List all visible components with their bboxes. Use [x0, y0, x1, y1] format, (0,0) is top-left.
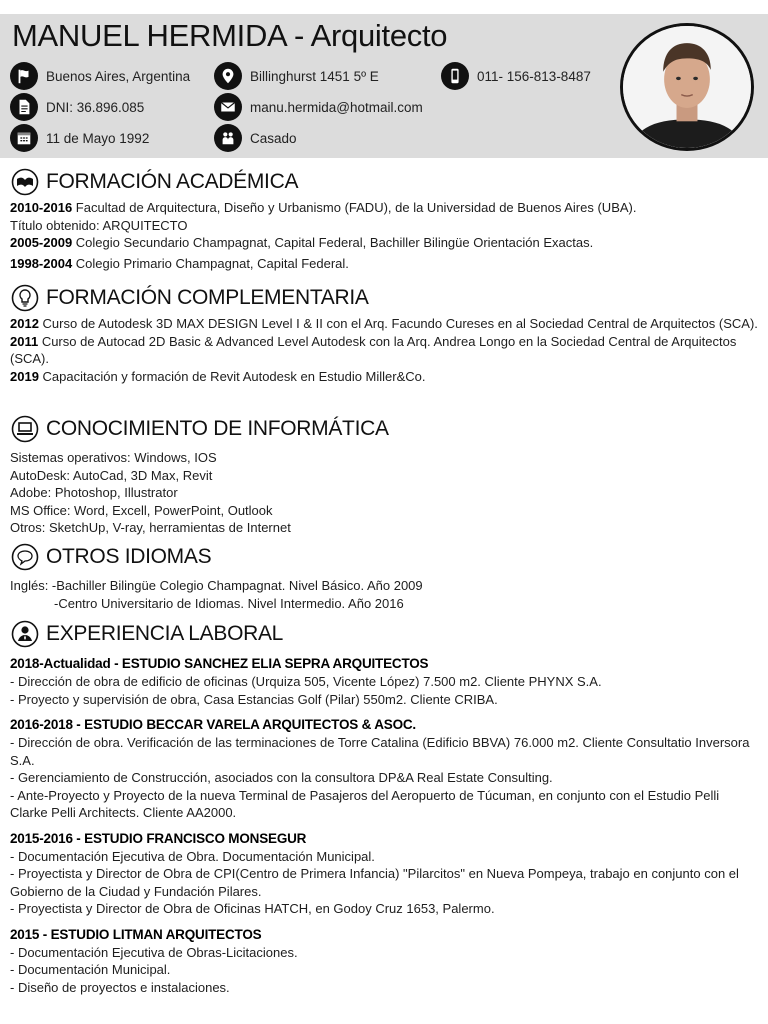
contact-marital-status	[214, 124, 297, 152]
list-item: 2011 Curso de Autocad 2D Basic & Advanced Level Autodesk con la Arq. Andrea Longo en la Sociedad Central de Arquitectos (SCA).	[10, 333, 737, 366]
list-item: 2012 Curso de Autodesk 3D MAX DESIGN Level I & II con el Arq. Facundo Cureses en al Sociedad Central de Arquitectos (SCA).	[10, 316, 758, 331]
contact-email	[214, 93, 423, 121]
list-item: - Proyectista y Director de Obra de Oficinas HATCH, en Godoy Cruz 1653, Palermo.	[10, 901, 495, 916]
list-item: - Proyectista y Director de Obra de CPI(Centro de Primera Infancia) "Pilarcitos" en Nueva Pompeya, trabajo en conjunto con el Gobierno de la Ciudad y Fundación Pilares.	[10, 866, 739, 899]
list-item: Inglés: -Bachiller Bilingüe Colegio Champagnat. Nivel Básico. Año 2009	[10, 578, 423, 593]
job-entry	[10, 716, 760, 822]
list-item: Adobe: Photoshop, Illustrator	[10, 485, 178, 500]
contact-text: manu.hermida@hotmail.com	[250, 99, 423, 115]
list-item: - Dirección de obra. Verificación de las terminaciones de Torre Catalina (Edificio BBVA) 76.000 m2. Cliente Consultatio Inversora S.A.	[10, 735, 750, 768]
contact-dni	[10, 93, 144, 121]
businessman-icon	[10, 620, 40, 648]
contact-text: Billinghurst 1451 5º E	[250, 68, 379, 84]
contact-location	[10, 62, 190, 90]
list-item: - Documentación Municipal.	[10, 962, 171, 977]
job-heading: 2015 - ESTUDIO LITMAN ARQUITECTOS	[10, 926, 262, 942]
profile-photo	[620, 23, 754, 151]
list-item: - Documentación Ejecutiva de Obras-Licitaciones.	[10, 944, 298, 960]
flag-icon	[10, 62, 38, 90]
list-item: Sistemas operativos: Windows, IOS	[10, 450, 217, 465]
contact-text: DNI: 36.896.085	[46, 99, 145, 115]
section-experiencia	[10, 620, 760, 996]
contact-birthdate	[10, 124, 149, 152]
contact-address	[214, 62, 379, 90]
list-item: - Gerenciamiento de Construcción, asociados con la consultora DP&A Real Estate Consulting.	[10, 770, 553, 785]
lightbulb-icon	[10, 284, 40, 312]
couple-icon	[214, 124, 242, 152]
book-icon	[10, 168, 40, 196]
job-entry	[10, 926, 760, 997]
speech-bubble-icon	[10, 543, 40, 571]
laptop-icon	[10, 415, 40, 443]
section-formacion-academica	[10, 168, 760, 272]
contact-phone	[441, 62, 591, 90]
section-idiomas	[10, 543, 760, 612]
page-title: MANUEL HERMIDA - Arquitecto	[12, 18, 448, 53]
job-heading: 2018-Actualidad - ESTUDIO SANCHEZ ELIA SEPRA ARQUITECTOS	[10, 656, 429, 671]
list-item: Otros: SketchUp, V-ray, herramientas de Internet	[10, 520, 291, 535]
section-title: FORMACIÓN COMPLEMENTARIA	[46, 286, 369, 309]
list-item: 2005-2009 Colegio Secundario Champagnat, Capital Federal, Bachiller Bilingüe Orientación Exactas.	[10, 235, 594, 250]
mobile-phone-icon	[441, 62, 469, 90]
contact-text: 11 de Mayo 1992	[46, 130, 150, 146]
header-band	[0, 14, 768, 158]
list-item: AutoDesk: AutoCad, 3D Max, Revit	[10, 467, 213, 483]
job-entry	[10, 830, 760, 918]
document-icon	[10, 93, 38, 121]
list-item: - Documentación Ejecutiva de Obra. Documentación Municipal.	[10, 848, 375, 864]
section-title: OTROS IDIOMAS	[46, 545, 212, 568]
job-heading: 2016-2018 - ESTUDIO BECCAR VARELA ARQUITECTOS & ASOC.	[10, 717, 416, 732]
contact-text: Buenos Aires, Argentina	[46, 68, 191, 84]
section-title: EXPERIENCIA LABORAL	[46, 622, 284, 645]
list-item: - Dirección de obra de edificio de oficinas (Urquiza 505, Vicente López) 7.500 m2. Cliente PHYNX S.A.	[10, 674, 602, 689]
section-informatica	[10, 415, 760, 537]
job-heading: 2015-2016 - ESTUDIO FRANCISCO MONSEGUR	[10, 830, 307, 846]
section-formacion-complementaria	[10, 284, 760, 385]
list-item: -Centro Universitario de Idiomas. Nivel Intermedio. Año 2016	[54, 595, 404, 611]
list-item: MS Office: Word, Excell, PowerPoint, Outlook	[10, 502, 273, 518]
calendar-icon	[10, 124, 38, 152]
contact-text: Casado	[250, 130, 297, 146]
list-item: Título obtenido: ARQUITECTO	[10, 217, 188, 233]
section-title: CONOCIMIENTO DE INFORMÁTICA	[46, 417, 389, 440]
list-item: 2010-2016 Facultad de Arquitectura, Diseño y Urbanismo (FADU), de la Universidad de Buenos Aires (UBA).	[10, 200, 637, 215]
envelope-icon	[214, 93, 242, 121]
list-item: - Diseño de proyectos e instalaciones.	[10, 979, 230, 995]
list-item: 2019 Capacitación y formación de Revit Autodesk en Estudio Miller&Co.	[10, 368, 426, 384]
location-pin-icon	[214, 62, 242, 90]
job-entry	[10, 655, 760, 708]
list-item: - Proyecto y supervisión de obra, Casa Estancias Golf (Pilar) 550m2. Cliente CRIBA.	[10, 691, 498, 707]
contact-text: 011- 156-813-8487	[477, 68, 591, 84]
list-item: 1998-2004 Colegio Primario Champagnat, Capital Federal.	[10, 255, 349, 271]
list-item: - Ante-Proyecto y Proyecto de la nueva Terminal de Pasajeros del Aeropuerto de Túcuman, en conjunto con el Estudio Pelli Clarke Pelli Architects. Cliente AA2000.	[10, 787, 720, 820]
section-title: FORMACIÓN ACADÉMICA	[46, 170, 299, 193]
